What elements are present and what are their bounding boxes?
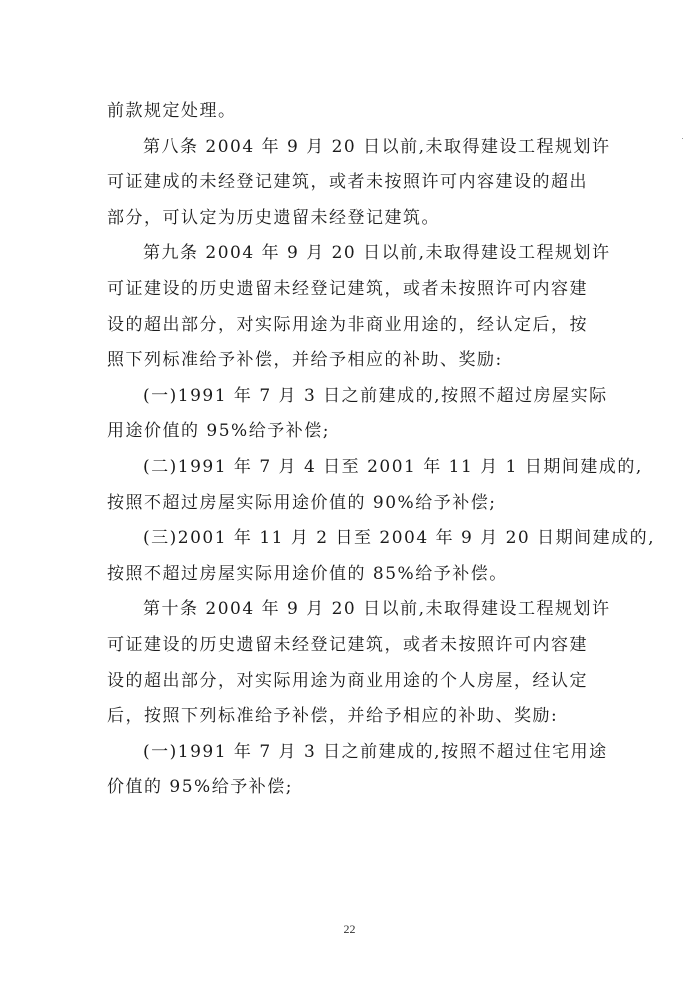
page-number: 22: [343, 922, 356, 936]
article-9-heading-line: 第九条 2004 年 9 月 20 日以前,未取得建设工程规划许: [143, 243, 611, 264]
text-line: 可证建设的历史遗留未经登记建筑，或者未按照许可内容建: [107, 634, 588, 655]
text-line: 价值的 95%给予补偿;: [107, 777, 293, 798]
list-item-line: (三)2001 年 11 月 2 日至 2004 年 9 月 20 日期间建成的,: [143, 528, 656, 549]
text-line: 设的超出部分，对实际用途为商业用途的个人房屋，经认定: [107, 670, 588, 691]
text-line: 部分，可认定为历史遗留未经登记建筑。: [107, 207, 440, 228]
text-line: 用途价值的 95%给予补偿;: [107, 421, 330, 442]
text-line: 可证建成的未经登记建筑，或者未按照许可内容建设的超出: [107, 172, 588, 193]
text-line: 照下列标准给予补偿，并给予相应的补助、奖励:: [107, 350, 503, 371]
scan-speck: [682, 138, 683, 139]
text-line: 前款规定处理。: [107, 101, 237, 121]
list-item-line: (二)1991 年 7 月 4 日至 2001 年 11 月 1 日期间建成的,: [143, 456, 643, 477]
text-line: 可证建设的历史遗留未经登记建筑，或者未按照许可内容建: [107, 278, 588, 299]
text-line: 设的超出部分，对实际用途为非商业用途的，经认定后，按: [107, 314, 588, 335]
body-text: [107, 94, 656, 806]
text-line: 后，按照下列标准给予补偿，并给予相应的补助、奖励:: [107, 706, 559, 727]
list-item-line: (一)1991 年 7 月 3 日之前建成的,按照不超过房屋实际: [143, 385, 608, 406]
text-line: 按照不超过房屋实际用途价值的 85%给予补偿。: [107, 563, 508, 584]
text-line: 按照不超过房屋实际用途价值的 90%给予补偿;: [107, 492, 497, 513]
article-8-heading-line: 第八条 2004 年 9 月 20 日以前,未取得建设工程规划许: [143, 136, 611, 157]
list-item-line: (一)1991 年 7 月 3 日之前建成的,按照不超过住宅用途: [143, 741, 608, 762]
article-10-heading-line: 第十条 2004 年 9 月 20 日以前,未取得建设工程规划许: [143, 599, 611, 620]
